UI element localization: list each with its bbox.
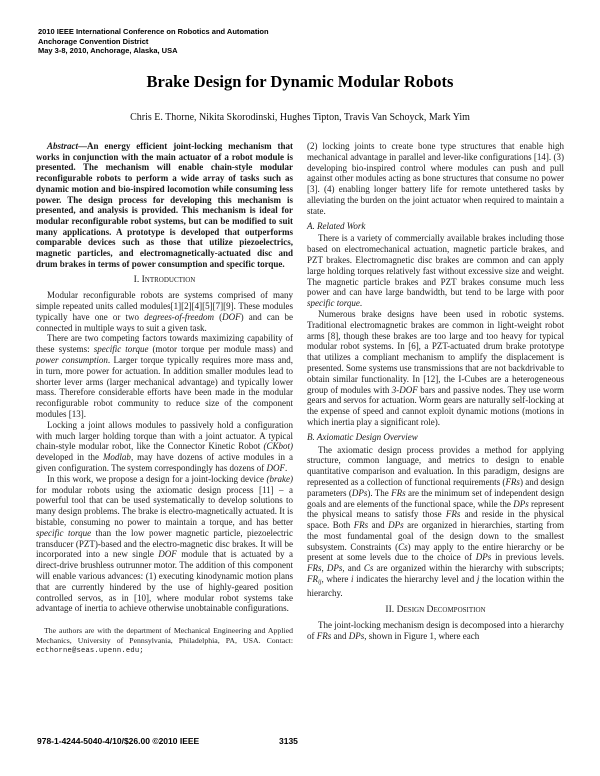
left-column [36,141,293,656]
section-heading: II. Design Decomposition [385,604,486,616]
paragraph: (2) locking joints to create bone type structures that enable high mechanical advantage in parallel and lever-like configurations [14]. (3) developing bio-inspired control where modules can push and pull against other modules acting as bone structures that consume no power [3]. (4) enabling longer battery life for remote untethered tasks by alleviating the burden on the joint actuator when required to maintain a state. [307,141,564,216]
two-column-body [36,141,564,656]
conference-name: 2010 IEEE International Conference on Robotics and Automation [38,27,269,36]
paragraph: Locking a joint allows modules to passively hold a configuration with much larger holding torque than with a joint actuator. A typical chain-style modular robot, like the Connector Kinetic Robot (CKbot) developed in the Modlab, may have dozens of active modules in a given configuration. The system correspondingly has dozens of DOF. [36,419,294,473]
section-heading: I. Introduction [133,274,196,286]
author-footnote: The authors are with the department of Mechanical Engineering and Applied Mechanics, University of Pennsylvania, Philadelphia, PA, USA. Contact: ecthorne@seas.upenn.edu; [36,626,293,655]
paragraph: Modular reconfigurable robots are systems comprised of many simple repeated units called modules[1][2][4][5][7][9]. These modules typically have one or two degrees-of-freedom (DOF) and can be connected in multiple ways to suit a given task. [36,290,293,333]
abstract: Abstract—An energy efficient joint-locking mechanism that works in conjunction with the main actuator of a robot module is presented. The mechanism will enable chain-style modular reconfigurable robots to perform a wide array of tasks such as dynamic motion and bio-inspired locomotion while consuming less power. The design process for developing this mechanism is presented, and analysis is provided. This mechanism is ideal for modular reconfigurable robot systems, but can be modified to suit many applications. A prototype is developed that outperforms comparable devices such as those that utilize piezoelectrics, magnetic particles, and electromagnetically-actuated disc and drum brakes in terms of power consumption and specific torque. [36,141,293,269]
paragraph: There are two competing factors towards maximizing capability of these systems: specific torque (motor torque per module mass) and power consumption. Larger torque typically requires more mass and, in turn, more power for actuation. In addition smaller modules lead to shorter lever arms (larger mechanical advantage) and typically lower mass. Therefore considerable efforts have been made in the modular reconfigurable robot community to reduce size of the component modules [13]. [36,333,294,419]
conference-date: May 3-8, 2010, Anchorage, Alaska, USA [38,46,178,56]
conference-venue: Anchorage Convention District [38,36,149,46]
author-list: Chris E. Thorne, Nikita Skorodinski, Hughes Tipton, Travis Van Schoyck, Mark Yim [130,112,470,123]
paragraph: In this work, we propose a design for a joint-locking device (brake) for modular robots using the axiomatic design process [11] – a powerful tool that can be used systematically to develop solutions to many design problems. The brake is electro-magnetically actuated. It is bistable, consuming no power to maintain a torque, and has better specific torque than the low power magnetic particle, piezoelectric transducer (PZT)-based and the electro-magnetic disc brakes. It will be incorporated into a new single DOF module that is actuated by a direct-drive brushless outrunner motor. The addition of this component will enable various advances: (1) executing kinodynamic motion plans that are currently hindered by the use of highly-geared position controlled servos, as in [10], where modular robot systems take advantage of inertia to achieve otherwise unobtainable configurations. [36,473,294,614]
paper-title: Brake Design for Dynamic Modular Robots [146,72,454,91]
conference-header [38,27,269,56]
isbn-copyright: 978-1-4244-5040-4/10/$26.00 ©2010 IEEE [37,736,200,746]
subsection-heading: B. Axiomatic Design Overview [307,431,418,442]
subsection-heading: A. Related Work [307,220,366,231]
paragraph: Numerous brake designs have been used in robotic systems. Traditional electromagnetic brakes are common in light-weight robot arms [8], though these brakes are too large and too heavy for typical modular robot systems. In [6], a PZT-actuated drum brake prototype that utilizes a compliant mechanism to amplify the displacement is presented. Some systems use transmissions that are not backdrivable to obtain similar functionality. In [12], the I-Cubes are a heterogeneous group of modules with 3-DOF bars and passive nodes. They use worm gears and servos for actuation. Worm gears are naturally self-locking at the expense of speed and cannot exploit dynamic motions (motions in which inertia play a significant role). [307,308,564,427]
page-number: 3135 [279,736,298,746]
right-column [307,141,564,656]
paragraph: There is a variety of commercially available brakes including those based on electromechanical actuation, magnetic particle brakes, and PZT brakes. Electromagnetic disc brakes are common and can apply large holding torques relatively fast without excessive size and weight. The magnetic particle brakes and PZT brakes consume much less power and can have large bandwidth, but tend to be large with poor specific torque. [307,233,564,309]
paragraph: The joint-locking mechanism design is decomposed into a hierarchy of FRs and DPs, shown in Figure 1, where each [307,620,564,641]
paragraph: The axiomatic design process provides a method for applying structure, common language, and metrics to design to enable quantitative comparison and evaluation. In this paradigm, designs are represented as a collection of functional requirements (FRs) and design parameters (DPs). The FRs are the minimum set of independent design goals and are elements of the functional space, while the DPs represent the physical means to satisfy those FRs and reside in the physical space. Both FRs and DPs are organized in hierarchies, starting from the most fundamental goal of the design down to the smallest subsystem. Constraints (Cs) may apply to the entire hierarchy or be present at some levels due to the choice of DPs in previous levels. FRs, DPs, and Cs are organized within the hierarchy with subscripts; FRij, where i indicates the hierarchy level and j the location within the hierarchy. [307,444,565,599]
